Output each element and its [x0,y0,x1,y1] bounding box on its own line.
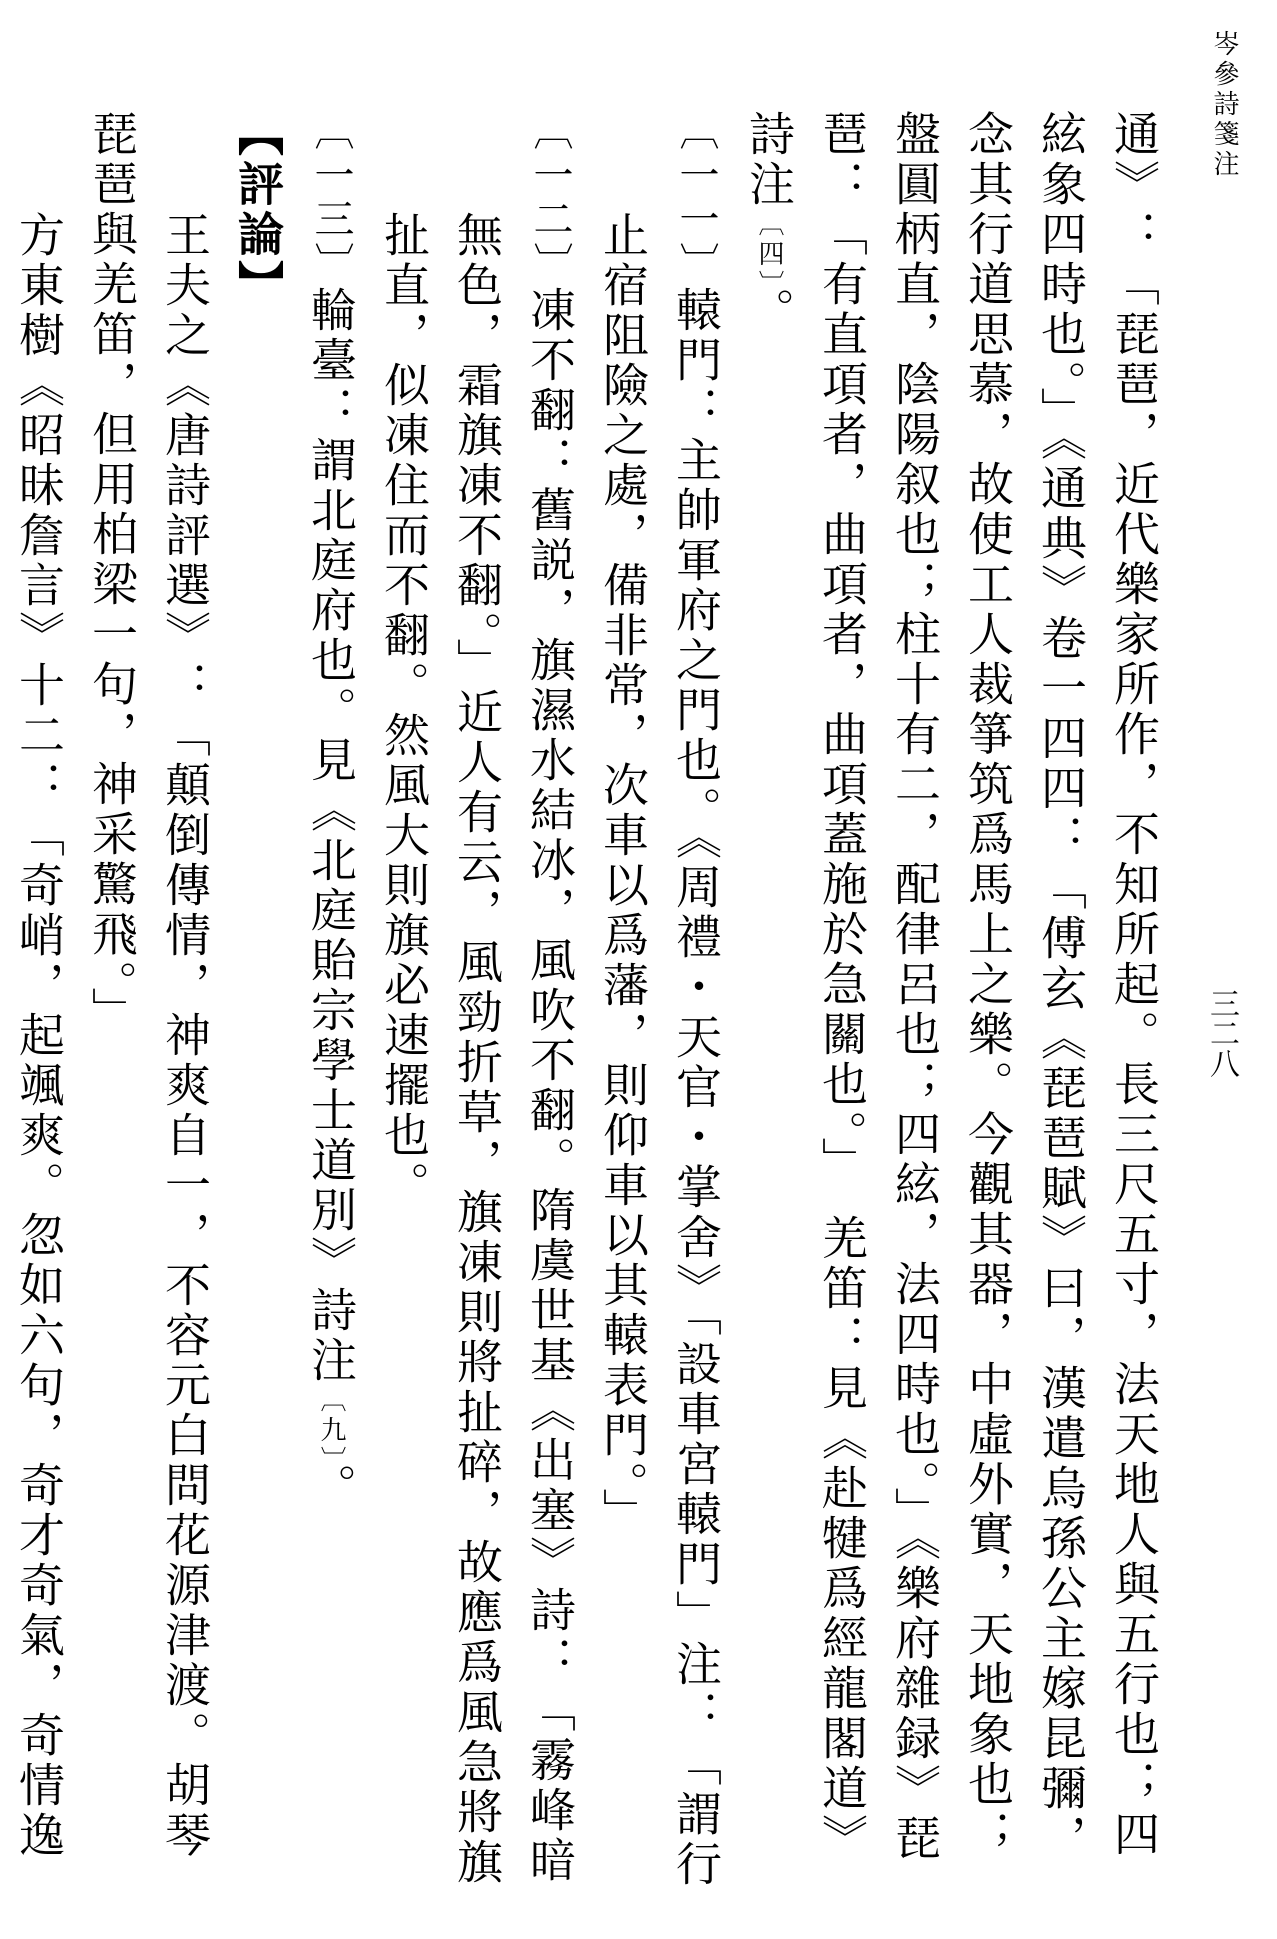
note-reference: 〔九〕 [316,1386,346,1463]
note-paragraph [732,110,1170,1900]
paragraph-text: 方東樹《昭昧詹言》十二：「奇峭，起颯爽。忽如六句，奇才奇氣，奇情逸 [12,211,66,1862]
section-heading-text: 【評論】 [231,110,285,310]
page-number: 三二八 [1204,988,1239,1078]
commentary-paragraph [0,110,75,1900]
paragraph-text: 凍不翻：舊説，旗濕水結冰，風吹不翻。隋虞世基《出塞》詩：「霧峰暗無色，霜旗凍不翻。」近人有云，風勁折草，旗凍則將扯碎，故應爲風急將旗扯直，似凍住而不翻。然風大則旗必速擺也。 [377,211,577,1889]
book-title-header: 岑參詩箋注 [1209,30,1239,180]
note-number: 〔一二〕 [527,110,573,286]
annotation-note [367,110,586,1900]
paragraph-text: 。 [742,287,796,337]
commentary-heading [221,110,294,1900]
paragraph-text: 轅門：主帥軍府之門也。《周禮・天官・掌舍》「設車宮轅門」注：「謂行止宿阻險之處，備非常，次車以爲藩，則仰車以其轅表門。」 [596,211,723,1890]
vertical-body-text [12,110,1170,1900]
note-reference: 〔四〕 [754,210,784,287]
annotation-note [294,110,367,1900]
paragraph-text: 通》：「琵琶，近代樂家所作，不知所起。長三尺五寸，法天地人與五行也；四絃象四時也。」《通典》卷一四四：「傅玄《琵琶賦》曰，漢遣烏孫公主嫁昆彌，念其行道思慕，故使工人裁箏筑爲馬上之樂。今觀其器，中虛外實，天地象也；盤圓柄直，陰陽叙也；柱十有二，配律呂也；四絃，法四時也。」《樂府雜録》琵琶：「有直項者，曲項者，曲項蓋施於急關也。」 羌笛：見《赴犍爲經龍閣道》詩注 [742,110,1161,1864]
note-number: 〔一三〕 [308,110,354,286]
annotation-note [586,110,732,1900]
paragraph-text: 王夫之《唐詩評選》：「顛倒傳情，神爽自一，不容元白問花源津渡。胡琴琵琶與羌笛，但用柏梁一句，神采驚飛。」 [85,110,212,1862]
note-number: 〔一一〕 [673,110,719,286]
paragraph-text: 。 [304,1463,358,1513]
paragraph-text: 輪臺：謂北庭府也。見《北庭貽宗學士道別》詩注 [304,286,358,1386]
commentary-paragraph [75,110,221,1900]
